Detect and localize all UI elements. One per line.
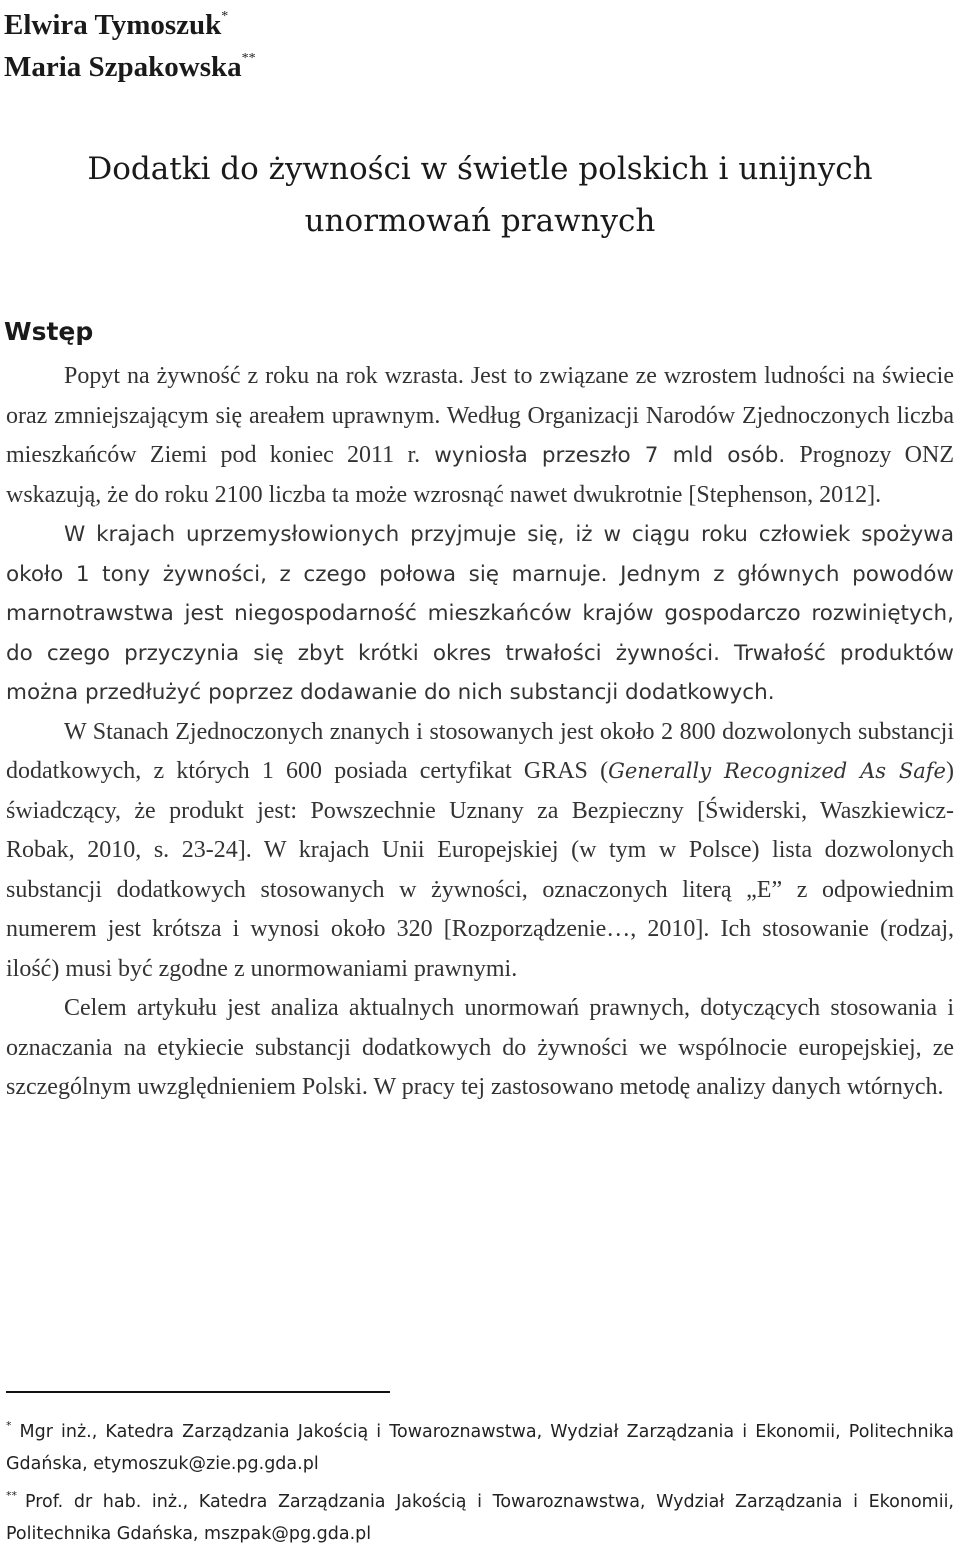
paragraph-1 <box>6 357 954 515</box>
footnote-divider <box>6 1391 390 1393</box>
footnote-1 <box>6 1410 954 1480</box>
paper-title-line-1: Dodatki do żywności w świetle polskich i unijnych <box>87 151 873 187</box>
body-text <box>6 357 954 1108</box>
paragraph-3 <box>6 713 954 990</box>
paragraph-3-italic: Generally Recognized As Safe <box>608 759 946 783</box>
author-name: Maria Szpakowska <box>4 51 242 83</box>
paragraph-3-part-b: ) świadczący, że produkt jest: Powszechnie Uznany za Bezpieczny [Świderski, Waszkiewicz-Robak, 2010, s. 23-24]. W krajach Unii Europejskiej (w tym w Polsce) lista dozwolonych substancji dodatkowych stosowanych w żywności, oznaczonych literą „E” z odpowiednim numerem jest krótsza i wynosi około 320 [Rozporządzenie…, 2010]. Ich stosowanie (rodzaj, ilość) musi być zgodne z unormowaniami prawnymi. <box>6 758 954 982</box>
footnote-text: Mgr inż., Katedra Zarządzania Jakością i Towaroznawstwa, Wydział Zarządzania i Ekonomii, Politechnika Gdańska, etymoszuk@zie.pg.gda.pl <box>6 1422 954 1474</box>
footnotes <box>6 1410 954 1550</box>
paragraph-1-part-c: Prognozy ONZ wskazują, że do roku 2100 liczba ta może wzrosnąć nawet dwukrotnie [Stephenson, 2012]. <box>6 442 954 508</box>
paragraph-3-part-a: W Stanach Zjednoczonych znanych i stosowanych jest około 2 800 dozwolonych substancji dodatkowych, z których 1 600 posiada certyfikat GRAS ( <box>6 718 954 784</box>
paper-title-line-2: unormowań prawnych <box>304 203 656 239</box>
author-2 <box>4 42 256 84</box>
author-1 <box>4 0 228 42</box>
author-name: Elwira Tymoszuk <box>4 9 222 41</box>
paragraph-1-part-b: wyniosła przeszło 7 mld osób. <box>434 443 786 468</box>
footnote-text: Prof. dr hab. inż., Katedra Zarządzania Jakością i Towaroznawstwa, Wydział Zarządzania i Ekonomii, Politechnika Gdańska, mszpak@pg.gda.pl <box>6 1492 954 1544</box>
footnote-mark: ** <box>6 1489 17 1502</box>
author-footnote-mark: ** <box>241 51 256 66</box>
footnote-mark: * <box>6 1419 12 1432</box>
section-heading: Wstęp <box>4 317 94 346</box>
paragraph-4: Celem artykułu jest analiza aktualnych unormowań prawnych, dotyczących stosowania i oznaczania na etykiecie substancji dodatkowych do żywności we wspólnocie europejskiej, ze szczególnym uwzględnieniem Polski. W pracy tej zastosowano metodę analizy danych wtórnych. <box>6 995 954 1100</box>
paragraph-1-part-a: Popyt na żywność z roku na rok wzrasta. Jest to związane ze wzrostem ludności na świecie oraz zmniejszającym się areałem uprawnym. Według Organizacji Narodów Zjednoczonych liczba mieszkańców Ziemi pod koniec 2011 r. <box>6 363 954 468</box>
footnote-2 <box>6 1480 954 1550</box>
paragraph-2: W krajach uprzemysłowionych przyjmuje się, iż w ciągu roku człowiek spożywa około 1 tony żywności, z czego połowa się marnuje. Jednym z głównych powodów marnotrawstwa jest niegospodarność mieszkańców krajów gospodarczo rozwiniętych, do czego przyczynia się zbyt krótki okres trwałości żywności. Trwałość produktów można przedłużyć poprzez dodawanie do nich substancji dodatkowych. <box>6 522 954 705</box>
author-footnote-mark: * <box>221 9 229 24</box>
